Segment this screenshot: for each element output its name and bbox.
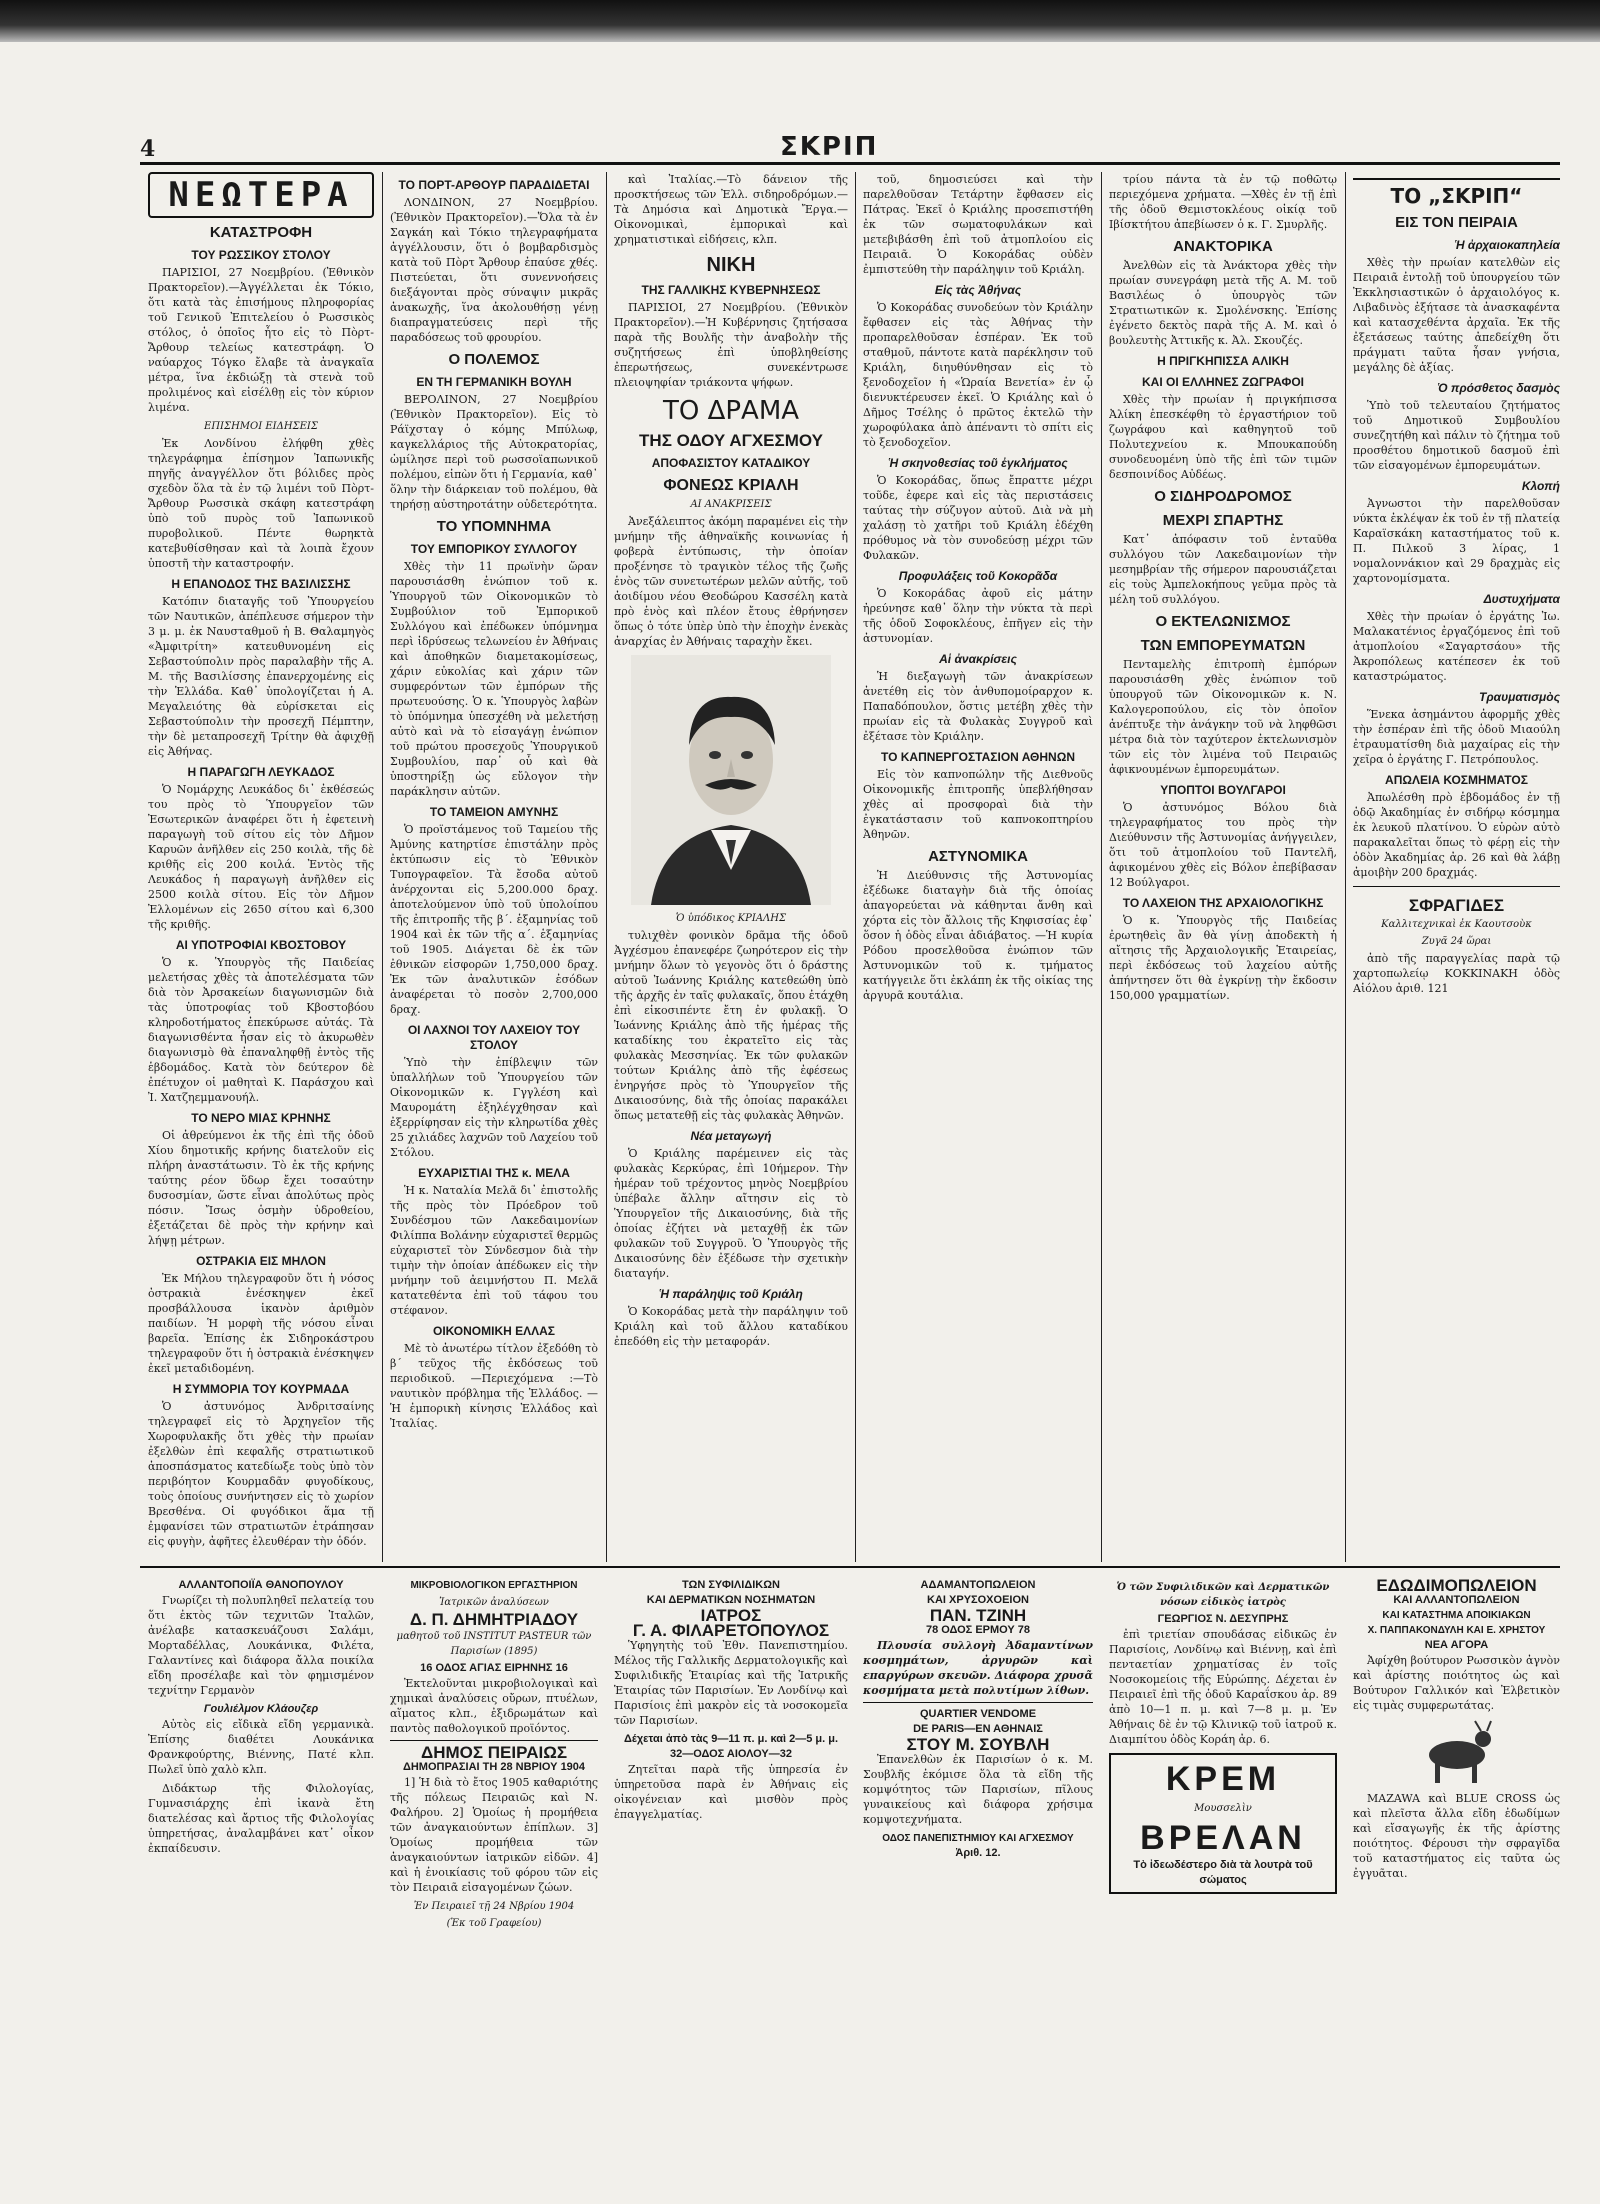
- ad-name: ΓΕΩΡΓΙΟΣ Ν. ΔΕΣΥΠΡΗΣ: [1157, 1613, 1289, 1625]
- page-number: 4: [140, 136, 156, 162]
- section-subtitle: ΕΙΣ ΤΟΝ ΠΕΙΡΑΙΑ: [1395, 214, 1518, 231]
- article-subtitle: ΤΗΣ ΓΑΛΛΙΚΗΣ ΚΥΒΕΡΝΗΣΕΩΣ: [641, 283, 821, 297]
- ad-subtitle: ΚΑΙ ΑΛΛΑΝΤΟΠΩΛΕΙΟΝ: [1393, 1594, 1520, 1606]
- section-banner: ΝΕΩΤΕΡΑ: [148, 172, 374, 218]
- article-title: ΤΟ ΛΑΧΕΙΟΝ ΤΗΣ ΑΡΧΑΙΟΛΟΓΙΚΗΣ: [1122, 896, 1324, 910]
- article-subheading: Προφυλάξεις τοῦ Κοκορᾶδα: [898, 569, 1058, 583]
- article-title: Η ΠΑΡΑΓΩΓΗ ΛΕΥΚΑΔΟΣ: [187, 765, 335, 779]
- article-title: Η ΣΥΜΜΟΡΙΑ ΤΟΥ ΚΟΥΡΜΑΔΑ: [172, 1382, 350, 1396]
- column-4: [863, 172, 1093, 1562]
- article-title: ΑΣΤΥΝΟΜΙΚΑ: [928, 848, 1028, 865]
- article-title: ΟΙ ΛΑΧΝΟΙ ΤΟΥ ΛΑΧΕΙΟΥ ΤΟΥ ΣΤΟΛΟΥ: [407, 1023, 581, 1052]
- article-title: ΤΟ ΠΟΡΤ-ΑΡΘΟΥΡ ΠΑΡΑΔΙΔΕΤΑΙ: [398, 178, 590, 192]
- ad-doctor-desypris: [1109, 1578, 1337, 2038]
- article-body: Ὑπὸ τὴν ἐπίβλεψιν τῶν ὑπαλλήλων τοῦ Ὑπουργείου τῶν Οἰκονομικῶν κ. Γγγλέση καὶ Μαυρομάτη ἐξηλέγχθησαν καὶ ἐξερρίφησαν εἰς τὴν κληρωτίδα χθὲς 25 χιλιάδες λαχνῶν τοῦ Λαχείου τοῦ Στόλου.: [390, 1056, 598, 1159]
- article-subheading: Αἱ ἀνακρίσεις: [939, 652, 1017, 666]
- article-body: Ὁ ἀστυνόμος Βόλου διὰ τηλεγραφήματος του πρὸς τὴν Διεύθυνσιν τῆς Ἀστυνομίας ἀνήγγειλεν, ὅτι τοῦ ἀτμοπλοίου τοῦ Παντελῆ, ἀφικομένου χθὲς εἰς Βόλον ἐπεβίβασαν 12 Βούλγαροι.: [1109, 801, 1337, 889]
- column-rule: [382, 172, 383, 1562]
- ad-title: Ὁ τῶν Συφιλιδικῶν καὶ Δερματικῶν νόσων εἰδικὸς ἰατρὸς: [1116, 1582, 1330, 1608]
- feature-title: ΤΟ ΔΡΑΜΑ: [662, 396, 800, 426]
- ad-name: Χ. ΠΑΠΠΑΚΟΝΔΥΛΗ ΚΑΙ Ε. ΧΡΗΣΤΟΥ: [1367, 1625, 1546, 1636]
- article-body: Ὁ Κοκοράδας, ὅπως ἔπραττε μέχρι τοῦδε, ἐφερε καὶ εἰς τὰς περιστάσεις ταύτας τὴν σύζυγον αὐτοῦ. Διὰ νὰ μὴ χαλάσῃ τὸ χατῆρι τοῦ Κριάλη ἐδέχθη πρόθυμος νὰ τὸν συνοδεύσῃ μέχρι τῶν Φυλακῶν.: [863, 474, 1093, 562]
- column-1: [148, 172, 374, 1562]
- feature-subtitle: ΤΗΣ ΟΔΟΥ ΑΓΧΕΣΜΟΥ: [639, 431, 823, 450]
- article-subheading: ΕΠΙΣΗΜΟΙ ΕΙΔΗΣΕΙΣ: [204, 421, 318, 432]
- article-body: Ἀνεξάλειπτος ἀκόμη παραμένει εἰς τὴν μνήμην τῆς ἀθηναϊκῆς κοινωνίας ἡ φοβερὰ ἐντύπωσις, τὴν ὁποίαν προξένησε τὸ τραγικὸν τέλος τῆς ζωῆς ἑνὸς τῶν συνετωτέρων μελῶν αὐτῆς, τοῦ ἀοιδίμου νέου Θεοδώρου Κασσέλη κατὰ πρὸ ἑνὸς καὶ πλέον ἔτους ἐθρήνησεν ὅπως ὁ τότε ὑπὲρ ὑπὸ τὴν ἐποχὴν ἐνεκὰς ἀναρχίας ἐν Ἀθήναις ταραχὴν ἔκει.: [614, 515, 848, 648]
- article-body: Ὁ προϊστάμενος τοῦ Ταμείου τῆς Ἀμύνης κατηρτίσε ἐπιστάλην πρὸς ἐκτύπωσιν εἰς τὸ Ἐθνικὸν Τυπογραφεῖον. Τὰ ἔσοδα αὐτοῦ ἀνέρχονται εἰς 5,200.000 δραχ. ἀποτελούμενον ὑπὸ τοῦ ὑπολοίπου τῆς ἐπιτροπῆς τῆς β´. ἑξαμηνίας τοῦ 1904 καὶ ἐκ τῶν τῆς α´. ἑξαμηνίας τοῦ 1905. Διάγεται δὲ ἐκ τῶν ἐθνικῶν εἰσφορῶν 1,750,000 δραχ. Ἐκ τῶν ἀναλυτικῶν ἐσόδων ἀναφέρεται τὸ ποσὸν 2,700,000 δραχ.: [390, 823, 598, 1016]
- ad-name: Γουλιέλμον Κλάουζερ: [203, 1703, 319, 1715]
- ad-name: Γ. Α. ΦΙΛΑΡΕΤΟΠΟΥΛΟΣ: [632, 1621, 830, 1640]
- article-body: Ὑπὸ τοῦ τελευταίου ζητήματος τοῦ Δημοτικοῦ Συμβουλίου συνεζητήθη καὶ πάλιν τὸ ζήτημα τοῦ προσθέτου δημοτικοῦ δασμοῦ ἐπὶ τῶν εἰσαγομένων ἐμπορευμάτων.: [1353, 399, 1560, 472]
- ad-subtitle: Ζυγᾶ 24 ὥραι: [1421, 936, 1492, 947]
- ad-title: ΑΛΛΑΝΤΟΠΟΙΪΑ ΘΑΝΟΠΟΥΛΟΥ: [178, 1579, 344, 1591]
- article-body: Ὁ Κοκοράδας μετὰ τὴν παράληψιν τοῦ Κριάλη καὶ τοῦ ἄλλου καταδίκου ἐπεδόθη εἰς τὴν μεταφοράν.: [614, 1305, 848, 1348]
- ad-subtitle: ΔΗΜΟΠΡΑΣΙΑΙ ΤΗ 28 ΝΒΡΙΟΥ 1904: [402, 1761, 586, 1773]
- ad-grocery: [1353, 1578, 1560, 2038]
- article-title: ΤΟ ΥΠΟΜΝΗΜΑ: [436, 518, 552, 535]
- scan-top-band: [0, 0, 1600, 42]
- cream-ad: [1109, 1753, 1337, 1894]
- article-subtitle: ΤΟΥ ΕΜΠΟΡΙΚΟΥ ΣΥΛΛΟΓΟΥ: [410, 542, 578, 556]
- article-title: ΑΝΑΚΤΟΡΙΚΑ: [1173, 238, 1273, 255]
- column-rule: [1101, 172, 1102, 1562]
- ads-divider: [140, 1566, 1560, 1568]
- article-title: ΥΠΟΠΤΟΙ ΒΟΥΛΓΑΡΟΙ: [1160, 783, 1286, 797]
- ad-title: ΕΔΩΔΙΜΟΠΩΛΕΙΟΝ: [1376, 1578, 1537, 1595]
- article-subheading: Νέα μεταγωγή: [690, 1129, 772, 1143]
- article-subheading: Ἡ σκηνοθεσίας τοῦ ἐγκλήματος: [888, 456, 1068, 470]
- ad-subtitle: Καλλιτεχνικαὶ ἐκ Καουτσοὺκ: [1381, 919, 1532, 930]
- ad-date: Ἐν Πειραιεῖ τῇ 24 Νβρίου 1904: [413, 1901, 575, 1912]
- ad-body: Ἐπανελθὼν ἐκ Παρισίων ὁ κ. Μ. Σουβλῆς ἐκόμισε ὅλα τὰ εἴδη τῆς κομψότητος τῶν Παρισίων, πῖλους γυναικείους καὶ διάφορα χρήσιμα κομψοτεχνήματα.: [863, 1753, 1093, 1826]
- ad-name: Δ. Π. ΔΗΜΗΤΡΙΑΔΟΥ: [409, 1610, 579, 1629]
- article-body: ΠΑΡΙΣΙΟΙ, 27 Νοεμβρίου. (Ἐθνικὸν Πρακτορεῖον).—Ἀγγέλλεται ἐκ Τόκιο, ὅτι κατὰ τὰς ἐπισήμους πληροφορίας τοῦ Γενικοῦ Ἐπιτελείου ὁ Ρωσσικὸς στόλος, ὁ ὁποῖος ἦτο εἰς τὸ Πὸρτ-Ἄρθουρ τελείως κατεστράφη. Ὁ ναύαρχος Τόγκο ἔλαβε τὰ ἀναγκαῖα μέτρα, ἵνα ἐκδιώξῃ τὰ στενὰ τοῦ προλιμένος καὶ εἰσέλθῃ εἰς τὸν κύριον λιμένα.: [148, 266, 374, 414]
- article-body: ΠΑΡΙΣΙΟΙ, 27 Νοεμβρίου. (Ἐθνικὸν Πρακτορεῖον).—Ἡ Κυβέρνησις ζητήσασα παρὰ τῆς Βουλῆς τὴν ἀναβολὴν τῆς συζητήσεως ἐπὶ ὑποβληθείσης ἐπερωτήσεως, συνεκέντρωσε πλειοψηφίαν τριάκοντα ψήφων.: [614, 301, 848, 389]
- ad-subtitle: μαθητοῦ τοῦ INSTITUT PASTEUR τῶν Παρισίων (1895): [396, 1631, 592, 1657]
- ad-body: Πλουσία συλλογὴ Ἀδαμαντίνων κοσμημάτων, ἀργυρῶν καὶ επαργύρων σκευῶν. Διάφορα χρυσᾶ κοσμήματα μετὰ πολυτίμων λίθων.: [863, 1639, 1093, 1697]
- article-body: Χθὲς τὴν 11 πρωϊνὴν ὥραν παρουσιάσθη ἐνώπιον τοῦ κ. Ὑπουργοῦ τῶν Οἰκονομικῶν τὸ Συμβούλιον τοῦ Ἐμπορικοῦ Συλλόγου καὶ ἐπέδωκεν ὑπόμνημα περὶ ἱδρύσεως τελωνείου ἐν Ἀθήναις καὶ ἀποθηκῶν διαμετακομίσεως, χάριν εὐκολίας καὶ χάριν τῶν συμφερόντων τῶν ἐμπόρων τῆς πρωτευούσης. Ὁ κ. Ὑπουργὸς λαβὼν τὸ ὑπόμνημα ὑπεσχέθη νὰ μελετήσῃ αὐτὸ καὶ νὰ τὸ εἰσαγάγῃ ἐνώπιον τοῦ πρώτου προσεχοῦς Ὑπουργικοῦ Συμβουλίου, παρ᾽ οὗ καὶ θὰ ὑποστηρίξῃ ὡς εὔλογον τὴν παράκλησιν αὐτῶν.: [390, 560, 598, 798]
- article-subheading: Ὁ πρόσθετος δασμὸς: [1437, 381, 1560, 395]
- column-5: [1109, 172, 1337, 1562]
- article-subtitle: ΤΟΥ ΡΩΣΣΙΚΟΥ ΣΤΟΛΟΥ: [191, 248, 331, 262]
- ad-address: Ἀριθ. 12.: [955, 1847, 1001, 1859]
- ad-title: ΜΙΚΡΟΒΙΟΛΟΓΙΚΟΝ ΕΡΓΑΣΤΗΡΙΟΝ: [410, 1580, 578, 1591]
- column-3: [614, 172, 848, 1562]
- article-body: Ὁ ἀστυνόμος Ἀνδριτσαίνης τηλεγραφεῖ εἰς τὸ Ἀρχηγεῖον τῆς Χωροφυλακῆς ὅτι χθὲς τὴν πρωίαν ἐξελθὼν ἐπὶ κεφαλῆς στρατιωτικοῦ ἀποσπάσματος κατεδίωξε τοὺς ὑπὸ τὸν περιβόητον Κουρμαδᾶν φυγοδίκους, τοὺς ὁποίους συνήντησεν εἰς τὸ χωρίον Βρεσθένα. Οἱ φυγόδικοι ἅμα τῇ ἐμφανίσει τῶν στρατιωτῶν ἐτράπησαν εἰς φυγὴν, ἀφῆτες ἐλευθέραν τὴν ὁδόν.: [148, 1400, 374, 1548]
- goat-illustration: [1417, 1717, 1497, 1787]
- ad-body: Αὐτὸς εἰς εἴδικὰ εἴδη γερμανικὰ. Ἐπίσης διαθέτει Λουκάνικα Φρανκφούρτης, Βιέννης, Πατέ κλπ. Πωλεῖ ὑπὸ χαλὸ κλπ.: [148, 1718, 374, 1776]
- article-title: ΤΟ ΚΑΠΝΕΡΓΟΣΤΑΣΙΟΝ ΑΘΗΝΩΝ: [880, 750, 1076, 764]
- ad-body: 1] Ἡ διὰ τὸ ἔτος 1905 καθαριότης τῆς πόλεως Πειραιῶς καὶ Ν. Φαλήρου. 2] Ὁμοίως ἡ προμήθεια τῶν ἀναγκαιούντων ἐπίπλων. 3] Ὁμοίως προμήθεια τῶν ἀναγκαιούντων ἰατρικῶν εἰδῶν. 4] καὶ ἡ ἐνοικίασις τοῦ φόρου τῶν εἰς τὸν Πειραιᾶ εἰσαγομένων ζώων.: [390, 1776, 598, 1894]
- column-rule: [1345, 172, 1346, 1562]
- article-body: τυλιχθὲν φονικὸν δρᾶμα τῆς ὁδοῦ Ἀγχέσμου ἐπανεφέρε ζωηρότερον εἰς τὴν μνήμην ὅλων τὸ γεγονὸς ὅτι ὁ δράστης αὐτοῦ Ἰωάννης Κριάλης κατεθεώθη ὑπὸ τῆς ἀρχῆς ἐν ταῖς φυλακαῖς, ὅπου ἐτάχθη ἐπὶ εἰκοσιπέντε ἔτη ἐν φυλακῇ. Ὁ Ἰωάννης Κριάλης ἀπὸ τῆς ἡμέρας τῆς καταδίκης του ἐκρατεῖτο εἰς τὰς φυλακὰς Μεσσηνίας. Ἐκ τῶν φυλακῶν τούτων Κριάλης ἀπὸ τῆς ἐφέσεως ἐνηργήσε πρὸς τὸ Ὑπουργεῖον τῆς Δικαιοσύνης, διὰ τῆς ὁποίας παρακάλει ὅπως μετατεθῇ εἰς τὰς φυλακὰς Ἀθηνῶν.: [614, 929, 848, 1122]
- ad-body: MAZAWA καὶ BLUE CROSS ὡς καὶ πλεῖστα ἄλλα εἴδη ἐδωδίμων καὶ εἴσαγωγῆς ἐκ τῆς ἀρίστης ποιότητος. Φέρουσι τὴν σφραγῖδα τοῦ καταστήματος εἰς ταῦτα ὡς ἐγγυᾶται.: [1353, 1792, 1560, 1880]
- ad-address: ΟΔΟΣ ΠΑΝΕΠΙΣΤΗΜΙΟΥ ΚΑΙ ΑΓΧΕΣΜΟΥ: [882, 1833, 1074, 1844]
- article-title: ΟΙΚΟΝΟΜΙΚΗ ΕΛΛΑΣ: [433, 1324, 555, 1338]
- ad-title: ΑΔΑΜΑΝΤΟΠΩΛΕΙΟΝ: [920, 1579, 1036, 1591]
- ad-name: ΙΑΤΡΟΣ: [700, 1606, 762, 1625]
- article-subtitle: ΜΕΧΡΙ ΣΠΑΡΤΗΣ: [1162, 512, 1284, 529]
- article-subheading: Δυστυχήματα: [1483, 592, 1560, 606]
- ad-address: ΝΕΑ ΑΓΟΡΑ: [1424, 1639, 1489, 1651]
- article-title: Ο ΠΟΛΕΜΟΣ: [448, 351, 540, 368]
- article-body: καὶ Ἰταλίας.—Τὸ δάνειον τῆς προσκτήσεως τῶν Ἐλλ. σιδηροδρόμων.—Τὰ Δημόσια καὶ Δημοτικὰ Ἔργα.—Οἰκονομικαὶ, ἐμπορικαὶ καὶ χρηματιστικαὶ εἰδήσεις, κλπ.: [614, 173, 848, 246]
- article-subtitle: ΤΩΝ ΕΜΠΟΡΕΥΜΑΤΩΝ: [1140, 637, 1306, 654]
- article-subheading: Τραυματισμὸς: [1479, 690, 1560, 704]
- column-rule: [606, 172, 607, 1562]
- article-body: Ὁ Κριάλης παρέμεινεν εἰς τὰς φυλακὰς Κερκύρας, ἐπὶ 10ήμερον. Τὴν ἡμέραν τοῦ τρέχοντος μηνὸς Νοεμβρίου ὑπέβαλε ἄλλην αἴτησιν εἰς τὸ Ὑπουργεῖον τῆς Δικαιοσύνης, διὰ τῆς ὁποίας ἐζήτει νὰ μεταχθῇ ἐκ τῶν φυλακῶν τοῦ Συγγροῦ. Ὁ Ὑπουργὸς τῆς Δικαιοσύνης δὲν ἐξέδωσε τὴν σχετικὴν διαταγήν.: [614, 1147, 848, 1280]
- ad-address: 32—ΟΔΟΣ ΑΙΟΛΟΥ—32: [669, 1748, 793, 1760]
- section-title: ΤΟ „ΣΚΡΙΠ“: [1353, 178, 1560, 208]
- ad-title: ΣΦΡΑΓΙΔΕΣ: [1408, 896, 1505, 915]
- article-body: Ὁ Κοκοράδας συνοδεύων τὸν Κριάλην ἔφθασεν εἰς τὰς Ἀθήνας τὴν προπαρελθοῦσαν ἑσπέραν. Ἐκ τοῦ σταθμοῦ, πάντοτε κατὰ παρέκλησιν τοῦ Κριάλη, διηυθύνθησαν εἰς τὸ ξενοδοχεῖον ἡ «Ὡραία Βενετία» ἐν ᾧ διενυκτέρευσεν ἐκεῖ. Ὁ Κριάλης καὶ ὁ Δῆμος Τσέλης ὁ πρῶτος ἐκτελῶ τὴν χωροφύλακα ἀπὸ ἀπέναντι τὸ σπίτι εἰς τὸ ξενοδοχεῖον.: [863, 301, 1093, 449]
- article-body: Κατ᾽ ἀπόφασιν τοῦ ἐνταῦθα συλλόγου τῶν Λακεδαιμονίων τὴν μεσημβρίαν τῆς σήμερον παρουσιάζεται εἰς τοὺς Ἀμπελοκήπους γεῦμα πρὸς τὰ μέλη τοῦ συλλόγου.: [1109, 533, 1337, 606]
- ad-subtitle: Ἰατρικῶν ἀναλύσεων: [439, 1597, 549, 1608]
- seals-ad: [1353, 886, 1560, 996]
- article-subtitle: ΕΝ ΤΗ ΓΕΡΜΑΝΙΚΗ ΒΟΥΛΗ: [416, 375, 572, 389]
- article-title: Ο ΣΙΔΗΡΟΔΡΟΜΟΣ: [1154, 488, 1292, 505]
- article-title: ΚΑΤΑΣΤΡΟΦΗ: [209, 224, 313, 241]
- article-title: Η ΠΡΙΓΚΗΠΙΣΣΑ ΑΛΙΚΗ: [1157, 354, 1289, 368]
- article-body: Ὁ Νομάρχης Λευκάδος δι᾽ ἐκθέσεώς του πρὸς τὸ Ὑπουργεῖον τῶν Ἐσωτερικῶν ἀναφέρει ὅτι ἡ ἐφετεινὴ παραγωγὴ τοῦ σίτου εἰς τὸν Δῆμον Καρυῶν ἀνῆλθεν εἰς 250 κοιλὰ, τῆς δὲ κριθῆς εἰς 200 κοιλά. Ἐντὸς τῆς Λευκάδος ἡ παραγωγὴ ἀνῆλθεν εἰς 2500 κοιλὰ σίτου. Εἰς τὸν Δῆμον Ἐλλομένων εἰς 2650 σίτου καὶ 6,300 τῆς κριθῆς.: [148, 783, 374, 931]
- ad-body: Ἀφίχθη βούτυρον Ρωσσικὸν ἀγνὸν καὶ ἀρίστης ποιότητος ὡς καὶ Βούτυρον Γαλλικόν καὶ Ἐλβετικὸν εἰς τιμὰς συμφερωτάτας.: [1353, 1654, 1560, 1712]
- article-title: ΕΥΧΑΡΙΣΤΙΑΙ ΤΗΣ κ. ΜΕΛΑ: [418, 1166, 570, 1180]
- ad-address: 78 ΟΔΟΣ ΕΡΜΟΥ 78: [925, 1624, 1031, 1636]
- ad-subtitle: ΚΑΙ ΚΑΤΑΣΤΗΜΑ ΑΠΟΙΚΙΑΚΩΝ: [1382, 1610, 1531, 1621]
- ad-hours: Δέχεται ἀπὸ τὰς 9—11 π. μ. καὶ 2—5 μ. μ.: [623, 1733, 839, 1745]
- article-title: ΑΙ ΥΠΟΤΡΟΦΙΑΙ ΚΒΟΣΤΟΒΟΥ: [175, 938, 347, 952]
- article-body: Εἰς τὸν καπνοπώλην τῆς Διεθνοῦς Οἰκονομικῆς ἐπιτροπῆς ὑπεβλήθησαν χθὲς αἱ προσφοραὶ διὰ τὴν ἐγκατάστασιν τοῦ καπνοκοπτηρίου Ἀθηνῶν.: [863, 768, 1093, 841]
- article-subtitle: ΚΑΙ ΟΙ ΕΛΛΗΝΕΣ ΖΩΓΡΑΦΟΙ: [1141, 375, 1305, 389]
- article-title: ΟΣΤΡΑΚΙΑ ΕΙΣ ΜΗΛΟΝ: [196, 1254, 326, 1268]
- ad-subtitle: ΚΑΙ ΔΕΡΜΑΤΙΚΩΝ ΝΟΣΗΜΑΤΩΝ: [646, 1594, 816, 1606]
- article-title: ΝΙΚΗ: [706, 254, 756, 276]
- article-body: Ὁ κ. Ὑπουργὸς τῆς Παιδείας ἐρωτηθεὶς ἂν θὰ γίνῃ ἀποδεκτὴ ἡ αἴτησις τῆς Ἀρχαιολογικῆς Ἑταιρείας, περὶ ἐκδόσεως τοῦ λαχείου αὐτῆς ἀπήντησεν ὅτι θὰ ἐγκρίνῃ τὴν ἔκδοσιν 150,000 γραμματίων.: [1109, 914, 1337, 1002]
- article-title: Η ΕΠΑΝΟΔΟΣ ΤΗΣ ΒΑΣΙΛΙΣΣΗΣ: [171, 577, 351, 591]
- feature-subtitle: ΦΟΝΕΩΣ ΚΡΙΑΛΗ: [663, 477, 799, 494]
- ad-body: ἐπὶ τριετίαν σπουδάσας εἰδικῶς ἐν Παρισίοις, Λονδίνῳ καὶ Βιέννῃ, καὶ ἐπὶ πενταετίαν χρηματίσας ἐν τοῖς Νοσοκομείοις τῆς Εὐρώπης. Δέχεται ἐν Πειραιεῖ ἐπὶ τῆς ὁδοῦ Καραΐσκου ἀρ. 89 ἀπὸ 10—1 π. μ. καὶ 7—8 μ. μ. Ἐν Ἀθήναις δὲ ἐν τῷ Κλινικῷ τοῦ ἰατροῦ κ. Διαμπίτου ὁδὸς Κοράη ἀρ. 6.: [1109, 1628, 1337, 1746]
- article-body: Ἡ κ. Ναταλία Μελᾶ δι᾽ ἐπιστολῆς τῆς πρὸς τὸν Πρόεδρον τοῦ Συνδέσμου τῶν Λακεδαιμονίων Φιλίππα Βολάνην εὐχαριστεῖ θερμῶς εὐχαριστεῖ τὸν Σύνδεσμον διὰ τὴν τιμὴν τὴν ὁποίαν ἀπέδωκεν εἰς τὴν μνήμην τοῦ ἀειμνήστου Π. Μελᾶ κατατεθέντα ἐπὶ τοῦ τάφου του στέφανον.: [390, 1184, 598, 1317]
- ad-name: ΠΑΝ. ΤΖΙΝΗ: [929, 1606, 1027, 1625]
- ad-body: Ὑφηγητὴς τοῦ Ἐθν. Πανεπιστημίου. Μέλος τῆς Γαλλικῆς Δερματολογικῆς καὶ Συφιλιδικῆς Ἑταιρίας καὶ τῆς Ἰατρικῆς Ἑταιρίας τῶν Παρισίων. Ἐν Λονδίνῳ καὶ Παρισίοις ἐπὶ μακρὸν εἰς τὰ νοσοκομεῖα τῶν Παρισίων.: [614, 1639, 848, 1727]
- ad-address: 16 ΟΔΟΣ ΑΓΙΑΣ ΕΙΡΗΝΗΣ 16: [420, 1662, 568, 1674]
- article-body: Χθὲς τὴν πρωίαν κατελθὼν εἰς Πειραιᾶ ἐντολῇ τοῦ ὑπουργείου τῶν Ἐκκλησιαστικῶν ὁ ἀρχαιολόγος κ. Λιβαδινὸς ἐξήτασε τὰ ἀνασκαφέντα καὶ κατασχεθέντα ἀρχαῖα. Ἐκ τῆς ἐξετάσεως ταύτης ἀπεδείχθη ὅτι πράγματι ταῦτα ἦσαν γνήσια, μεγάλης δὲ ἀξίας.: [1353, 256, 1560, 374]
- ad-body: ἀπὸ τῆς παραγγελίας παρὰ τῷ χαρτοπωλείῳ ΚΟΚΚΙΝΑΚΗ ὁδὸς Αἰόλου ἀριθ. 121: [1353, 952, 1560, 995]
- feature-subtitle: ΑΙ ΑΝΑΚΡΙΣΕΙΣ: [690, 499, 772, 510]
- article-title: Ο ΕΚΤΕΛΩΝΙΣΜΟΣ: [1155, 613, 1291, 630]
- ad-subtitle: ΚΑΙ ΧΡΥΣΟΧΟΕΙΟΝ: [927, 1594, 1029, 1606]
- column-6: [1353, 172, 1560, 1562]
- ad-sausage-shop: [148, 1578, 374, 2038]
- article-subheading: Ἡ παράληψις τοῦ Κριάλη: [659, 1287, 803, 1301]
- ad-title: DE PARIS—ΕΝ ΑΘΗΝΑΙΣ: [913, 1723, 1043, 1735]
- article-body: Πενταμελὴς ἐπιτροπὴ ἐμπόρων παρουσιάσθη χθὲς ἐνώπιον τοῦ ὑπουργοῦ τῶν Οἰκονομικῶν κ. Ν. Καλογεροπούλου, εἰς τὸν ὁποῖον ἀνέπτυξε τὴν ἀνάγκην τοῦ νὰ ληφθῶσι μέτρα διὰ τὸν ταχύτερον ἐκτελωνισμὸν τῶν εἰς τὸν λιμένα τοῦ Πειραιῶς ἀφικνουμένων ἐμπορευμάτων.: [1109, 658, 1337, 776]
- article-body: Ἀπωλέσθη πρὸ ἑβδομάδος ἐν τῇ ὁδῷ Ἀκαδημίας ἐν σιδήρῳ κόσμημα ἐκ λευκοῦ πλατίνου. Ὁ εὑρὼν αὐτὸ παρακαλεῖται ὅπως τὸ φέρῃ εἰς τὴν ὁδὸν Ἀκαδημίας ἀρ. 26 καὶ θὰ λάβῃ ἀμοιβὴν 200 δραχμάς.: [1353, 791, 1560, 879]
- ad-name: ΣΤΟΥ Μ. ΣΟΥΒΛΗ: [906, 1735, 1050, 1754]
- article-body: Οἱ ἀθρεύμενοι ἐκ τῆς ἐπὶ τῆς ὁδοῦ Χίου δημοτικῆς κρήνης διατελοῦν εἰς πλήρη ἀναστάτωσιν. Τὸ ἐκ τῆς κρήνης ταύτης ρέον ὕδωρ ἔχει τοσαύτην δυσοσμίαν, ὥστε εἶναι ἀπολύτως πρὸς πόσιν. Ἴσως ὁσμὴν ὑδροθείου, ἐξετάζεται δὲ πρὸς τὴν κρήνην καὶ λήψῃ μέτρων.: [148, 1129, 374, 1247]
- column-rule: [855, 172, 856, 1562]
- ad-body: Διδάκτωρ τῆς Φιλολογίας, Γυμνασιάρχης ἐπὶ ἱκανὰ ἔτη διατελέσας καὶ ἄρτιος τῆς Φιλολογίας ὑπηρετήσας, ἀναλαμβάνει κατ᾽ οἶκον ἐκπαίδευσιν.: [148, 1782, 374, 1855]
- ad-signature: (Ἐκ τοῦ Γραφείου): [446, 1918, 542, 1929]
- article-body: Ὁ Κοκοράδας ἀφοῦ εἰς μάτην ἠρεύνησε καθ᾽ ὅλην τὴν νύκτα τὰ περὶ τῆς ὁδοῦ Σοφοκλέους, ἐπῆγεν εἰς τὴν ἀστυνομίαν.: [863, 587, 1093, 645]
- page-header: [140, 132, 1560, 165]
- article-title: ΤΟ ΝΕΡΟ ΜΙΑΣ ΚΡΗΝΗΣ: [191, 1111, 331, 1125]
- ad-title: ΤΩΝ ΣΥΦΙΛΙΔΙΚΩΝ: [681, 1579, 780, 1591]
- article-title: ΤΟ ΤΑΜΕΙΟΝ ΑΜΥΝΗΣ: [429, 805, 559, 819]
- article-body: Ἡ Διεύθυνσις τῆς Ἀστυνομίας ἐξέδωκε διαταγὴν διὰ τῆς ὁποίας ἀπαγορεύεται νὰ κάθηνται ἄνθη καὶ χόρτα εἰς τὸν ἄλλοις τῆς Κηφισσίας ἐφ᾽ ὅσον ἡ ὁδὸς εἶναι ἀδιάβατος. —Ἡ κυρία Ρόδου προσελθοῦσα ἐνώπιον τῶν Ἀστυνομικῶν τοῦ κ. τμήματος κατήγγειλε ὅτι ἐκλάπη ἐκ τῆς οἰκίας της ἀργυρᾶ κουτάλια.: [863, 869, 1093, 1002]
- ad-microbiology-lab: [390, 1578, 598, 2038]
- ad-brand-sub: Μουσσελὶν: [1194, 1803, 1252, 1814]
- ad-body: Τὸ ἰδεωδέστερο διὰ τὰ λουτρὰ τοῦ σώματος: [1133, 1859, 1313, 1886]
- ad-body: Ἐκτελοῦνται μικροβιολογικαὶ καὶ χημικαὶ ἀναλύσεις οὔρων, πτυέλων, αἵματος κλπ., ἐξιδρωμάτων καὶ παντὸς παθολογικοῦ προϊόντος.: [390, 1677, 598, 1735]
- article-body: ΒΕΡΟΛΙΝΟΝ, 27 Νοεμβρίου (Ἐθνικὸν Πρακτορεῖον). Εἰς τὸ Ράϊχσταγ ὁ κόμης Μπύλωφ, καγκελλάριος τῆς Αὐτοκρατορίας, ὡμίλησε περὶ τοῦ ρωσσοϊαπωνικοῦ πολέμου, εἰπὼν ὅτι ἡ Γερμανία, καθ᾽ ὅλην τὴν διάρκειαν τοῦ πολέμου, θὰ τηρήσῃ αὐστηροτάτην οὐδετερότητα.: [390, 393, 598, 511]
- article-body: Ἡ διεξαγωγὴ τῶν ἀνακρίσεων ἀνετέθη εἰς τὸν ἀνθυπομοίραρχον κ. Παπαδόπουλον, ὅστις μετέβη χθὲς τὴν πρωίαν εἰς τὰ Φυλακὰς Συγγροῦ καὶ ἐξέτασε τὸν Κριάλην.: [863, 670, 1093, 743]
- portrait-caption: Ὁ ὑπόδικος ΚΡΙΑΛΗΣ: [675, 913, 787, 924]
- article-body: Ὁ κ. Ὑπουργὸς τῆς Παιδείας μελετήσας χθὲς τὰ ἀποτελέσματα τῶν διὰ τὸν Ἀρσακείων διαγωνισμῶν διὰ τὰς ὑποτροφίας τοῦ Κβοστοβόου κληροδοτήματος ἐπεκύρωσε αὐτάς. Τὰ διαγωνισθέντα ἦσαν εἰς τὸ ἀκυρωθὲν διαγωνισμὸ θὰ ἐπαναληφθῇ ἐντὸς τῆς ἑβδομάδος. Κατὰ τὸν δεύτερον δὲ ἐπέτυχον οἱ μαθηταὶ Κ. Παράσχου καὶ Ἰ. Χατζηεμμανουήλ.: [148, 956, 374, 1104]
- article-body: Ἐκ Μήλου τηλεγραφοῦν ὅτι ἡ νόσος ὀστρακιὰ ἐνέσκηψεν ἐκεῖ προσβάλλουσα ἱκανὸν ἀριθμὸν παιδίων. Ἡ μορφὴ τῆς νόσου εἶναι βαρεῖα. Ἐπίσης ἐκ Σιδηροκάστρου τηλεγραφοῦν ὅτι ἡ ὀστρακιὰ ἐνέσκηψεν ἐκεῖ μεταδιδομένη.: [148, 1272, 374, 1375]
- article-body: ΛΟΝΔΙΝΟΝ, 27 Νοεμβρίου. (Ἐθνικὸν Πρακτορεῖον).—Ὅλα τὰ ἐν Σαγκάη καὶ Τόκιο τηλεγραφήματα ἀγγέλλουσιν, ὅτι ὁ βομβαρδισμὸς κατὰ τοῦ Πὸρτ Ἄρθουρ ἐπαύσε χθές. Πιστεύεται, ὅτι συνεννοήσεις διεξάγονται πρὸς σύναψιν μικρᾶς ἀνακωχῆς, ἵνα ἀκολουθήσῃ γένῃ διαπραγματεύσεις περὶ τῆς παραδόσεως τοῦ φρουρίου.: [390, 196, 598, 344]
- ad-brand: ΒΡΕΛΑΝ: [1140, 1819, 1306, 1857]
- article-body: Χθὲς τὴν πρωίαν ὁ ἐργάτης Ἰω. Μαλακατένιος ἐργαζόμενος ἐπὶ τοῦ ἀτμοπλοίου «Σαγαρτσάου» τῆς Ἀκροπόλεως κατέπεσεν ἐκ τοῦ καταστρώματος.: [1353, 610, 1560, 683]
- article-subheading: Κλοπή: [1521, 479, 1560, 493]
- masthead: ΣΚΡΙΠ: [780, 132, 879, 162]
- ad-brand: ΚΡΕΜ: [1165, 1760, 1281, 1798]
- ad-body: Ζητεῖται παρὰ τῆς ὑπηρεσία ἐν ὑπηρετοῦσα παρὰ ἐν Ἀθήναις εἰς οἰκογένειαν καὶ μισθὸν πρὸς ἐπαγγελματίας.: [614, 1763, 848, 1821]
- article-title: ΑΠΩΛΕΙΑ ΚΟΣΜΗΜΑΤΟΣ: [1385, 773, 1528, 787]
- portrait-image: [631, 655, 831, 905]
- article-body: Ἀνελθὼν εἰς τὰ Ἀνάκτορα χθὲς τὴν πρωίαν συνεγράφη μετὰ τῆς Α. Μ. τοῦ Βασιλέως ὁ ὑπουργὸς τῶν Στρατιωτικῶν κ. Σμολένσκης. Ἐπίσης ἐγένετο δεκτὸς παρὰ τῆς Α. Μ. καὶ ὁ βουλευτὴς Ἀττικῆς κ. Ἀλ. Σκουζές.: [1109, 259, 1337, 347]
- article-subheading: Εἰς τὰς Ἀθήνας: [934, 283, 1022, 297]
- ad-title: ΔΗΜΟΣ ΠΕΙΡΑΙΩΣ: [390, 1740, 598, 1760]
- article-subheading: Ἡ ἀρχαιοκαπηλεία: [1454, 238, 1560, 252]
- article-body: Ἕνεκα ἀσημάντου ἀφορμῆς χθὲς τὴν ἑσπέραν ἐπὶ τῆς ὁδοῦ Μιαούλη ἐτραυματίσθη διὰ μαχαίρας εἰς τὴν χεῖρα ὁ ἐργάτης Γ. Πετρόπουλος.: [1353, 708, 1560, 766]
- article-body: τρίου πάντα τὰ ἐν τῷ ποθῶτῳ περιεχόμενα χρήματα. —Χθὲς ἐν τῇ ἐπὶ τῆς ὁδοῦ Θεμιστοκλέους οἰκίᾳ τοῦ Ιβίσκτήτου ἀπεβίωσεν ὁ κ. Γ. Σμυρλῆς.: [1109, 173, 1337, 231]
- article-body: Μὲ τὸ ἀνωτέρω τίτλον ἐξεδόθη τὸ β´ τεῦχος τῆς ἐκδόσεως τοῦ περιοδικοῦ. —Περιεχόμενα :—Τὸ ναυτικὸν πρόβλημα τῆς Ἑλλάδος. —Ἡ ἐμπορικὴ κίνησις Ἑλλάδος καὶ Ἰταλίας.: [390, 1342, 598, 1430]
- article-body: Κατόπιν διαταγῆς τοῦ Ὑπουργείου τῶν Ναυτικῶν, ἀπέπλευσε σήμερον τὴν 3 μ. μ. ἐκ Ναυσταθμοῦ ἡ Β. Θαλαμηγὸς «Ἀμφιτρίτη» κατευθυνομένη εἰς Σεβαστούπολιν πρὸς παραλαβὴν τῆς Α. Μ. τῆς Βασιλίσσης ἐπανερχομένης εἰς τὴν Ἑλλάδα. Καθ᾽ ὑπολογίζεται ἡ Α. Μεγαλειότης θὰ εὑρίσκεται εἰς Σεβαστούπολιν τὴν προσεχῆ Πέμπτην, τὴν δὲ μεταπροσεχῆ Τρίτην θὰ ἀφιχθῇ εἰς Ἀθήνας.: [148, 595, 374, 758]
- column-2: [390, 172, 598, 1562]
- ad-body: Γνωρίζει τὴ πολυπληθεῖ πελατείᾳ του ὅτι ἐκτὸς τῶν τεχνιτῶν Ἰταλῶν, ἀνέλαβε κατασκευάζουσι Σαλάμι, Μορταδέλλας, Λουκάνικα, Φιλέτα, Γαλαντίνες καὶ διάφορα ἄλλα ποικίλα εἴδη προσέλαβε καὶ τὸν φημισμένον τεχνίτην Γερμανὸν: [148, 1594, 374, 1697]
- ad-jeweller: [863, 1578, 1093, 2038]
- article-body: Ἀγνωστοι τὴν παρελθοῦσαν νύκτα ἐκλέψαν ἐκ τοῦ ἐν τῇ πλατείᾳ Καραϊσκάκη καταστήματος τοῦ κ. Π. Πιλκοῦ 3 λίρας, 1 νομαλοννάκιον καὶ 29 δραχμὰς εἰς χαρτονομίσματα.: [1353, 497, 1560, 585]
- article-body: Χθὲς τὴν πρωίαν ἡ πριγκήπισσα Ἀλίκη ἐπεσκέφθη τὸ ἐργαστήριον τοῦ ζωγράφου καὶ καθηγητοῦ τοῦ Πολυτεχνείου κ. Μπουκαπούδη συνοδευομένη ὑπὸ τῆς ἐπὶ τῶν τιμῶν δεσποινίδος Αὐδέως.: [1109, 393, 1337, 481]
- feature-subtitle: ΑΠΟΦΑΣΙΣΤΟΥ ΚΑΤΑΔΙΚΟΥ: [651, 456, 811, 470]
- article-body: Ἐκ Λονδίνου ἐλήφθη χθὲς τηλεγράφημα ἐπίσημον Ἰαπωνικῆς πηγῆς ἀναγγέλλον ὅτι βόλιδες πρὸς σχεδὸν ὅλα τὰ ἐν τῷ λιμένι τοῦ Πὸρτ-Ἄρθουρ Ρωσσικὰ σκάφη κατεστράφη ὑπὸ τοῦ πυρὸς τοῦ Ἰαπωνικοῦ πυροβολικοῦ. Πέντε θωρηκτὰ κατεβυθίσθησαν καὶ τὰ λοιπὰ ἔχουν ὑποστῆ τὴν καταστροφήν.: [148, 437, 374, 570]
- ad-doctor-filaretopoulos: [614, 1578, 848, 2038]
- ad-title: QUARTIER VENDOME: [863, 1702, 1093, 1722]
- article-body: τοῦ, δημοσιεύσει καὶ τὴν παρελθοῦσαν Τετάρτην ἔφθασεν εἰς Πάτρας. Ἐκεῖ ὁ Κριάλης προσεπιστήθη ἐκ τῶν σωματοφυλάκων καὶ μετεβιβάσθη ἐπὶ τοῦ ἀτμοπλοίου εἰς Πειραιᾶ. Ὁ Κοκοράδας οὐδὲν ἐμπιστεύθη τὴν παράληψιν τοῦ Κριάλη.: [863, 173, 1093, 276]
